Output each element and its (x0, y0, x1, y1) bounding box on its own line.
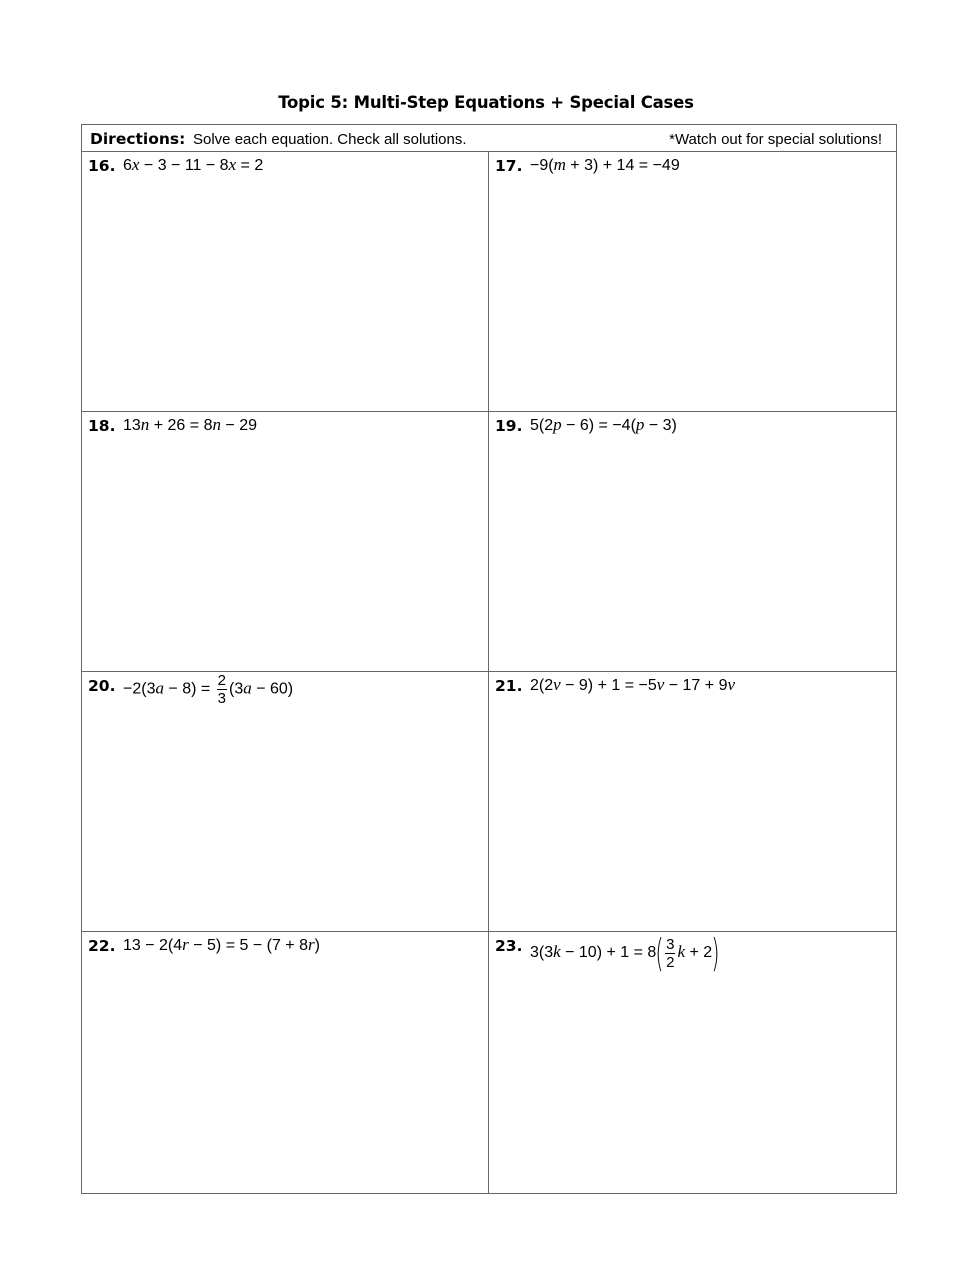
problem-number: 23. (495, 937, 523, 955)
problem-number: 21. (495, 677, 523, 695)
problem-16-cell[interactable] (82, 152, 489, 412)
problem-number: 20. (88, 677, 116, 695)
problem-grid (82, 152, 896, 1193)
problem-22-equation: 13 − 2(4r − 5) = 5 − (7 + 8r) (123, 935, 320, 954)
problem-number: 16. (88, 157, 116, 175)
worksheet-title: Topic 5: Multi-Step Equations + Special Cases (278, 93, 694, 112)
directions-text: Solve each equation. Check all solutions. (193, 131, 467, 148)
problem-22-cell[interactable] (82, 932, 489, 1193)
worksheet-table (81, 124, 897, 1194)
problem-number: 19. (495, 417, 523, 435)
problem-number: 18. (88, 417, 116, 435)
problem-17-equation: −9(m + 3) + 14 = −49 (530, 155, 680, 174)
problem-18-equation: 13n + 26 = 8n − 29 (123, 415, 257, 434)
problem-21-cell[interactable] (489, 672, 896, 932)
fraction: $\frac{3}{2}$ (666, 935, 675, 971)
special-solutions-note: *Watch out for special solutions! (669, 131, 882, 148)
problem-16-equation: 6x − 3 − 11 − 8x = 2 (123, 155, 264, 174)
problem-number: 22. (88, 937, 116, 955)
problem-23-equation: 3(3k − 10) + 1 = 8( $\frac{3}{2}$ k + 2) (530, 931, 720, 975)
problem-17-cell[interactable] (489, 152, 896, 412)
problem-20-equation: −2(3a − 8) = $\frac{2}{3}$ (3a − 60) (123, 672, 294, 707)
problem-number: 17. (495, 157, 523, 175)
problem-19-cell[interactable] (489, 412, 896, 672)
problem-20-cell[interactable] (82, 672, 489, 932)
problem-18-cell[interactable] (82, 412, 489, 672)
fraction: $\frac{2}{3}$ (217, 672, 227, 707)
problem-23-cell[interactable] (489, 932, 896, 1193)
directions-row (82, 125, 896, 152)
problem-21-equation: 2(2v − 9) + 1 = −5v − 17 + 9v (530, 675, 736, 694)
directions-label: Directions: (90, 130, 186, 148)
problem-19-equation: 5(2p − 6) = −4(p − 3) (530, 415, 677, 434)
